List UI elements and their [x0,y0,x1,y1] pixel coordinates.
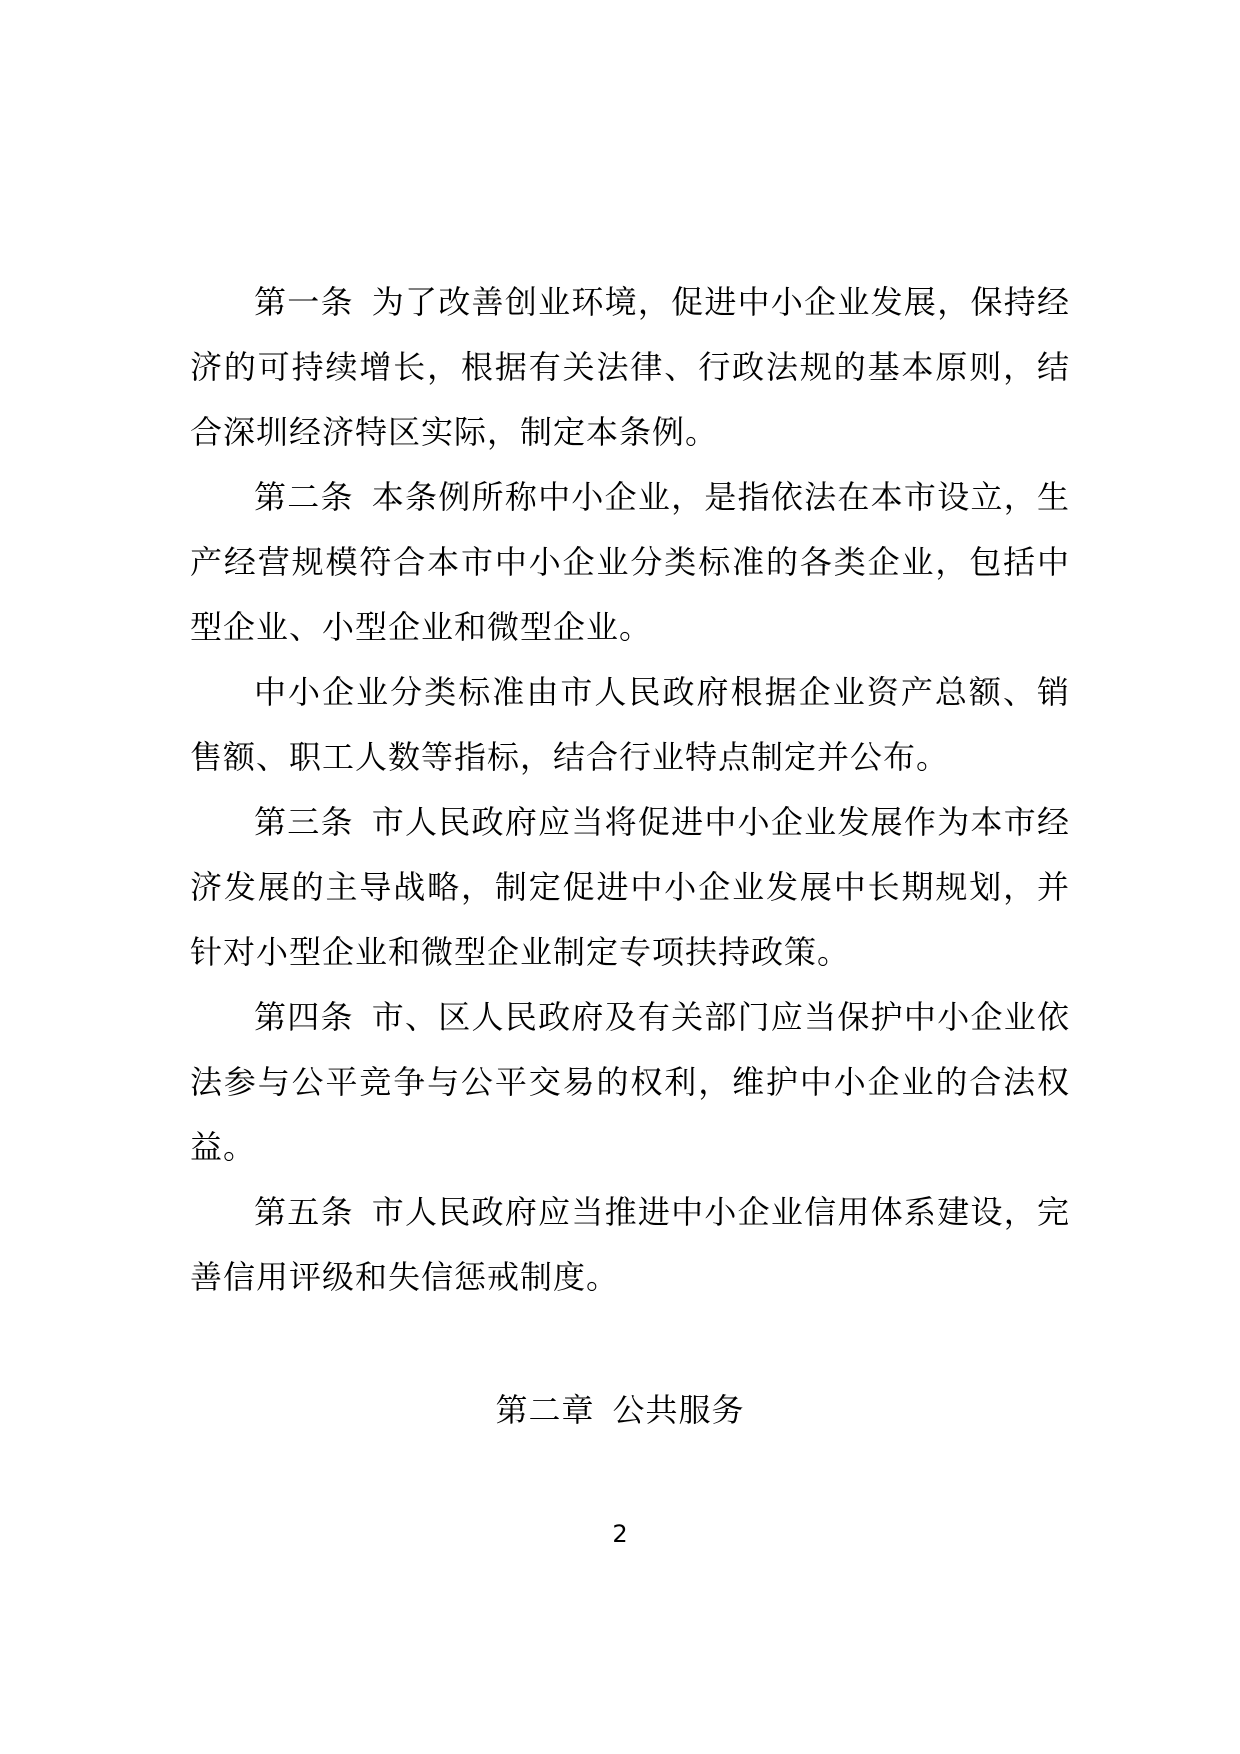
article-4 [190,985,1070,1180]
article-1 [190,270,1070,465]
article-number: 第四条 [254,998,354,1036]
article-2 [190,465,1070,660]
article-number: 第一条 [254,283,354,321]
article-3 [190,790,1070,985]
article-text: 本条例所称中小企业，是指依法在本市设立，生产经营规模符合本市中小企业分类标准的各类企业，包括中型企业、小型企业和微型企业。 [190,478,1070,646]
article-text: 市人民政府应当推进中小企业信用体系建设，完善信用评级和失信惩戒制度。 [190,1193,1070,1296]
article-text: 中小企业分类标准由市人民政府根据企业资产总额、销售额、职工人数等指标，结合行业特点制定并公布。 [190,673,1070,776]
article-number: 第五条 [254,1193,354,1231]
article-number: 第二条 [254,478,354,516]
document-body [190,270,1070,1310]
chapter-heading [0,1380,1240,1440]
article-text: 为了改善创业环境，促进中小企业发展，保持经济的可持续增长，根据有关法律、行政法规的基本原则，结合深圳经济特区实际，制定本条例。 [190,283,1070,451]
article-number: 第三条 [254,803,354,841]
page-number: 2 [612,1520,628,1548]
chapter-number: 第二章 [495,1391,595,1429]
article-text: 市人民政府应当将促进中小企业发展作为本市经济发展的主导战略，制定促进中小企业发展中长期规划，并针对小型企业和微型企业制定专项扶持政策。 [190,803,1070,971]
article-2-paragraph-2 [190,660,1070,790]
chapter-title: 公共服务 [612,1391,745,1429]
article-text: 市、区人民政府及有关部门应当保护中小企业依法参与公平竞争与公平交易的权利，维护中小企业的合法权益。 [190,998,1070,1166]
article-5 [190,1180,1070,1310]
